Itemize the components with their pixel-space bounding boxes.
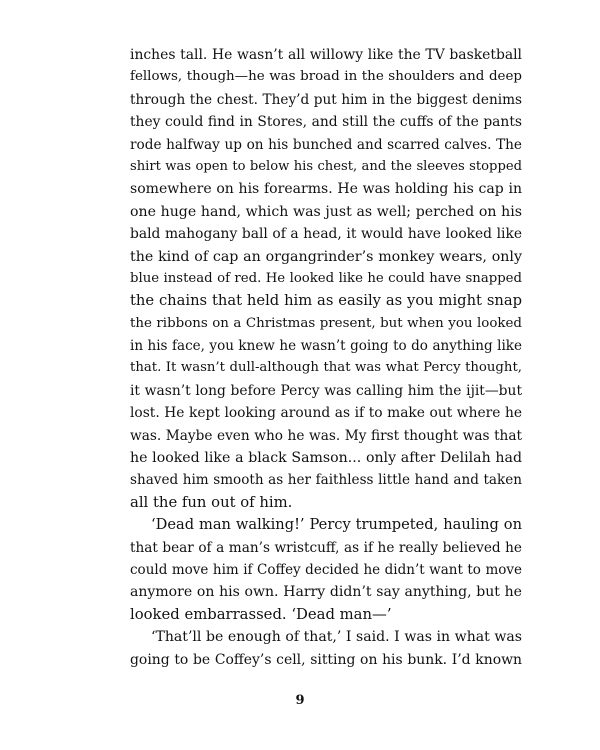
text-line: the chains that held him as easily as you might snap <box>130 292 522 310</box>
text-line: fellows, though—he was broad in the shoulders and deep <box>130 69 522 85</box>
text-line: that. It wasn’t dull-although that was what Percy thought, <box>130 360 522 376</box>
text-line: looked embarrassed. ‘Dead man—’ <box>130 605 392 623</box>
text-line: they could find in Stores, and still the cuffs of the pants <box>130 114 522 131</box>
text-line: that bear of a man’s wristcuff, as if he really believed he <box>130 539 522 556</box>
text-line: ‘Dead man walking!’ Percy trumpeted, hauling on <box>151 516 522 534</box>
page-number: 9 <box>295 693 305 708</box>
text-line: in his face, you knew he wasn’t going to do anything like <box>130 338 522 355</box>
text-line: the kind of cap an organgrinder’s monkey wears, only <box>130 248 522 265</box>
text-line: was. Maybe even who he was. My first thought was that <box>130 427 522 444</box>
text-line: the ribbons on a Christmas present, but when you looked <box>130 315 522 331</box>
text-line: ‘That’ll be enough of that,’ I said. I was in what was <box>151 629 522 646</box>
body-text <box>130 44 522 671</box>
text-line: it wasn’t long before Percy was calling him the ijit—but <box>130 382 522 399</box>
text-line: going to be Coffey’s cell, sitting on his bunk. I’d known <box>130 651 522 668</box>
text-line: all the fun out of him. <box>130 493 293 511</box>
text-line: shaved him smooth as her faithless little hand and taken <box>130 472 522 489</box>
text-line: blue instead of red. He looked like he could have snapped <box>130 270 522 286</box>
text-line: could move him if Coffey decided he didn’t want to move <box>130 561 522 578</box>
text-line: anymore on his own. Harry didn’t say anything, but he <box>130 584 522 601</box>
text-line: rode halfway up on his bunched and scarred calves. The <box>130 136 522 153</box>
text-line: he looked like a black Samson... only after Delilah had <box>130 450 522 467</box>
text-line: through the chest. They’d put him in the biggest denims <box>130 91 522 108</box>
text-line: somewhere on his forearms. He was holding his cap in <box>130 181 522 198</box>
text-line: inches tall. He wasn’t all willowy like the TV basketball <box>130 47 522 63</box>
text-line: shirt was open to below his chest, and the sleeves stopped <box>130 158 522 174</box>
text-line: lost. He kept looking around as if to make out where he <box>130 405 522 422</box>
text-line: bald mahogany ball of a head, it would have looked like <box>130 226 522 243</box>
text-line: one huge hand, which was just as well; perched on his <box>130 203 522 220</box>
